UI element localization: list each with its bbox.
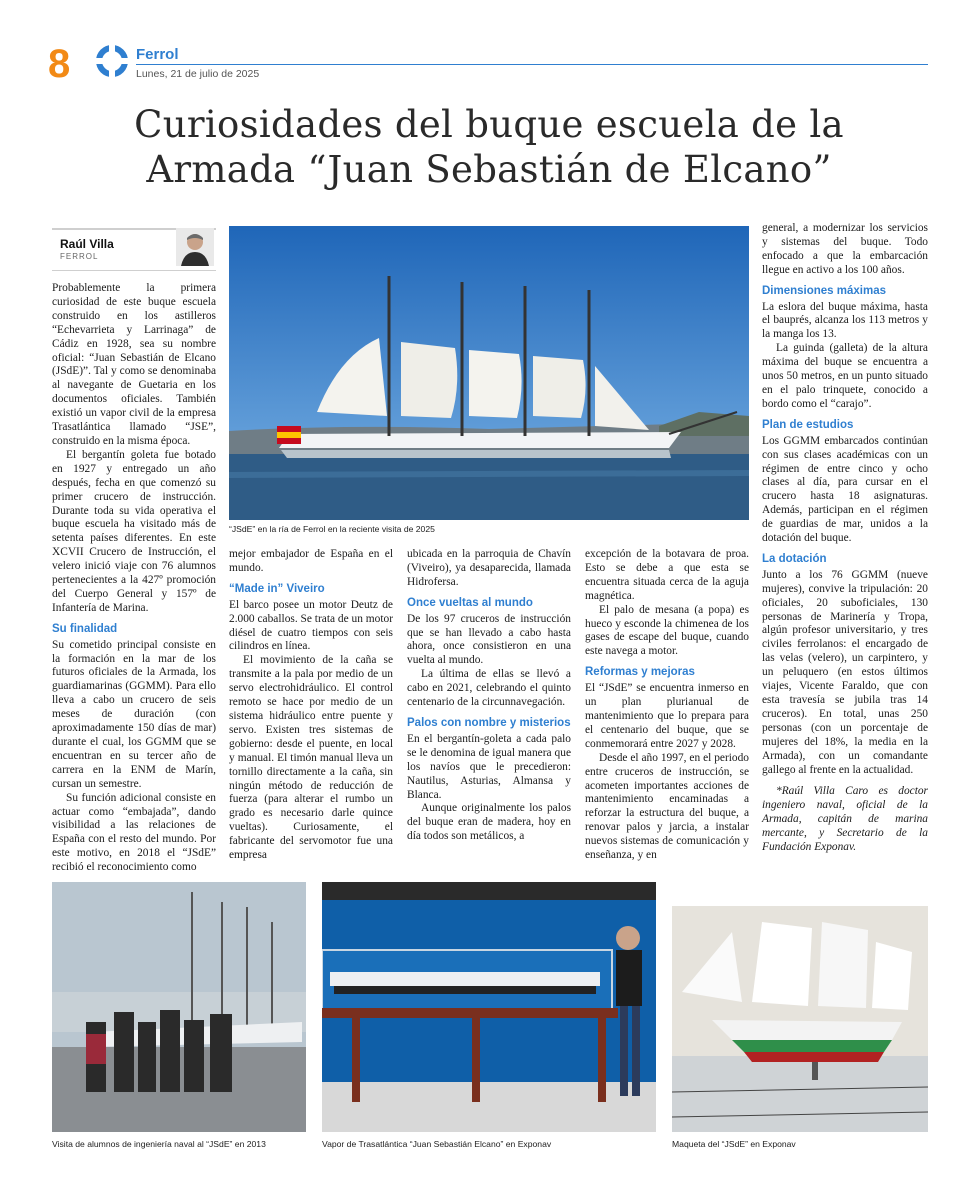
issue-date: Lunes, 21 de julio de 2025 <box>136 68 260 80</box>
author-avatar <box>176 228 214 266</box>
paragraph: El “JSdE” se encuentra inmerso en un plan plurianual de mantenimiento que lo prepara para el centenario del buque, que se conmemorará entre 2027 y 2028. <box>585 682 749 750</box>
paragraph: Los GGMM embarcados continúan con sus clases académicas con un régimen de entre cinco y ocho clases al día, para cursar en el crucero hasta 18 asignaturas. Además, participan en el régimen de guardias de mar, unidos a la dotación del buque. <box>762 434 928 545</box>
photo-steamship-model <box>322 882 656 1132</box>
main-photo-caption: “JSdE” en la ría de Ferrol en la reciente visita de 2025 <box>229 524 435 534</box>
column-5 <box>762 222 928 855</box>
byline-author: Raúl Villa <box>60 237 114 251</box>
photo-caption: Maqueta del “JSdE” en Exponav <box>672 1139 796 1149</box>
subheading: Plan de estudios <box>762 418 854 431</box>
photo-caption: Vapor de Trasatlántica “Juan Sebastián Elcano” en Exponav <box>322 1139 552 1149</box>
paragraph: El palo de mesana (a popa) es hueco y esconde la chimenea de los gases de escape del buque, cuando este navega a motor. <box>585 603 749 658</box>
byline-location: FERROL <box>60 252 99 261</box>
paragraph: Su cometido principal consiste en la formación en la mar de los futuros oficiales de la Armada, los guardiamarinas (GGMM). Para ello lleva a cabo un crucero de seis meses de duración (con aproximadamente 150 días de mar) durante el cual, los GGMM que se encuentran en su tercer año de carrera en la ENM de Marín, cursan un semestre. <box>52 638 216 790</box>
subheading: Reformas y mejoras <box>585 666 695 679</box>
paragraph: La guinda (galleta) de la altura máxima del buque se encuentra a unos 50 metros, en un punto situado en el palo trinquete, conocido a bordo como el “carajo”. <box>762 342 928 410</box>
subheading: Dimensiones máximas <box>762 284 887 297</box>
page-number: 8 <box>48 42 71 86</box>
paragraph: Su función adicional consiste en actuar como “embajada”, dando visibilidad a las relaciones de España con el resto del mundo. Por este motivo, en 2018 el “JSdE” recibió el reconocimiento como <box>52 791 216 874</box>
headline: Curiosidades del buque escuela de la Armada “Juan Sebastián de Elcano” <box>134 103 844 191</box>
newspaper-logo-icon <box>96 45 128 77</box>
subheading: Su finalidad <box>52 622 118 635</box>
paragraph: Probablemente la primera curiosidad de este buque escuela construido en los astilleros “Echevarrieta y Larrinaga” de Cádiz en 1928, sea su nombre oficial: “Juan Sebastián de Elcano (JSdE)”. Tal y como se denominaba al navegante de Guetaria en los documentos oficiales. También existió un vapor civil de la empresa Trasatlántica llamado “JSE”, construido en la misma época. <box>52 282 216 447</box>
paragraph: Desde el año 1997, en el periodo entre cruceros de instrucción, se acometen importantes acciones de mantenimiento encaminadas a reforzar la estructura del buque, a renovar palos y jarcia, a instalar nuevos sistemas de comunicación y enseñanza, y en <box>585 751 749 862</box>
paragraph: De los 97 cruceros de instrucción que se han llevado a cabo hasta ahora, once consistieron en una vuelta al mundo. <box>407 612 571 667</box>
paragraph: El bergantín goleta fue botado en 1927 y entregado un año después, fecha en que comenzó su primer crucero de instrucción. Durante toda su vida operativa el buque escuela ha visitado más de setenta países diferentes. En este XCVII Crucero de Instrucción, el velero inició viaje con 76 alumnos pertenecientes a la 427º promoción del Cuerpo General y 157º de Infantería de Marina. <box>52 448 216 614</box>
paragraph: El movimiento de la caña se transmite a la pala por medio de un servo electrohidráulico. El control remoto se hace por medio de un sistema hidráulico entre puente y servo. Existen tres sistemas de gobierno: desde el puente, en local y manual. El timón manual lleva un tornillo directamente a la caña, sin ningún método de reducción de fuerza (para alterar el rumbo un grado es necesario darle quince vueltas). Curiosamente, el fabricante del servomotor fue una empresa <box>229 654 393 862</box>
paragraph: ubicada en la parroquia de Chavín (Viveiro), ya desaparecida, llamada Hidrofersa. <box>407 548 571 588</box>
paragraph: Junto a los 76 GGMM (nueve mujeres), convive la tripulación: 20 oficiales, 20 suboficiales, 130 personas de Marinería y Tropa, algún profesor universitario, y tres civiles ferrolanos: el encargado de las velas (velero), un carpintero, y un peluquero (en estos últimos viajes, Vicente Faraldo, que con esta travesía se jubila tras 14 cruceros). En total, unas 250 personas (con un porcentaje de mujeres del 18%, la media en la Armada), con un comandante gallego al frente en la actualidad. <box>762 568 928 776</box>
section-name: Ferrol <box>136 46 179 63</box>
paragraph: Aunque originalmente los palos del buque eran de madera, hoy en día todos son metálicos, a <box>407 802 571 843</box>
author-note: *Raúl Villa Caro es doctor ingeniero naval, oficial de la Armada, capitán de marina mercante, y Secretario de la Fundación Exponav. <box>762 785 928 854</box>
header-rule <box>136 64 928 65</box>
photo-caption: Visita de alumnos de ingeniería naval al “JSdE” en 2013 <box>52 1139 266 1149</box>
column-4 <box>585 548 749 863</box>
subheading: Palos con nombre y misterios <box>407 716 571 729</box>
column-3 <box>407 548 571 844</box>
paragraph: El barco posee un motor Deutz de 2.000 caballos. Se trata de un motor diésel de cuatro tiempos con seis cilindros en línea. <box>229 598 393 653</box>
paragraph: mejor embajador de España en el mundo. <box>229 548 393 574</box>
paragraph: La eslora del buque máxima, hasta el bauprés, alcanza los 113 metros y la manga los 13. <box>762 300 928 341</box>
paragraph: general, a modernizar los servicios y sistemas del buque. Todo enfocado a que la embarcación llegue en activo a los 100 años. <box>762 222 928 276</box>
column-2 <box>229 548 393 863</box>
paragraph: En el bergantín-goleta a cada palo se le denomina de igual manera que los navíos que le precedieron: Nautilus, Asturias, Almansa y Blanca. <box>407 732 571 801</box>
photo-students-visit <box>52 882 306 1132</box>
column-1 <box>52 282 216 875</box>
main-photo <box>229 226 749 520</box>
subheading: La dotación <box>762 552 827 565</box>
subheading: Once vueltas al mundo <box>407 596 533 609</box>
paragraph: excepción de la botavara de proa. Esto se debe a que esta se encuentra situada cerca de la aguja magnética. <box>585 548 749 602</box>
subheading: “Made in” Viveiro <box>229 582 325 595</box>
paragraph: La última de ellas se llevó a cabo en 2021, celebrando el quinto centenario de la circunnavegación. <box>407 668 571 709</box>
photo-ship-model <box>672 882 928 1132</box>
